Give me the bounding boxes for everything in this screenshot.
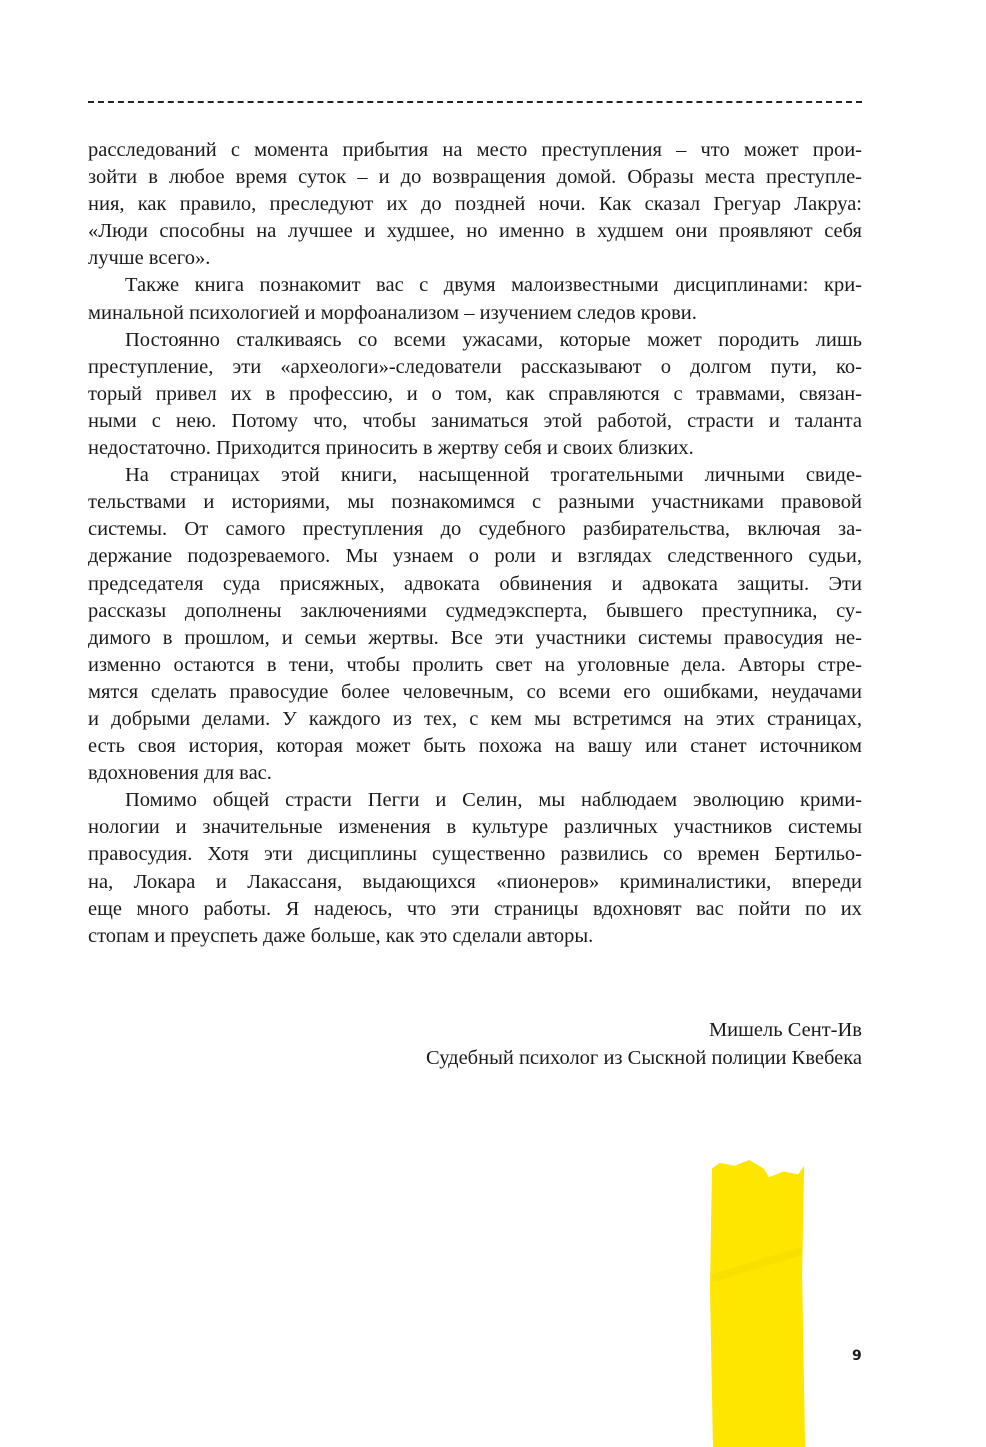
text-line: тельствами и историями, мы познакомимся с разными участниками правовой: [88, 491, 862, 514]
text-line: минальной психологией и морфоанализом – изучением следов крови.: [88, 301, 697, 324]
text-line: есть своя история, которая может быть похожа на вашу или станет источником: [88, 735, 862, 758]
text-line: зойти в любое время суток – и до возвращения домой. Образы места преступле-: [88, 166, 862, 189]
text-line: изменно остаются в тени, чтобы пролить свет на уголовные дела. Авторы стре-: [88, 653, 862, 676]
text-line: вдохновения для вас.: [88, 762, 272, 785]
text-line: мятся сделать правосудие более человечным, со всеми его ошибками, неудачами: [88, 680, 862, 703]
text-line: правосудия. Хотя эти дисциплины существенно развились со времен Бертильо-: [88, 843, 862, 866]
paragraph: [88, 787, 862, 950]
body-text: [88, 137, 862, 950]
signature-block: [426, 1016, 862, 1072]
dashed-divider: [88, 101, 862, 103]
yellow-tape-decoration: [710, 1160, 808, 1447]
text-line: нологии и значительные изменения в культуре различных участников системы: [88, 816, 862, 839]
paragraph: [88, 272, 862, 326]
text-line: «Люди способны на лучшее и худшее, но именно в худшем они проявляют себя: [88, 220, 862, 243]
signature-title: Судебный психолог из Сыскной полиции Квебека: [426, 1047, 862, 1069]
text-line: торый привел их в профессию, и о том, как справляются с травмами, связан-: [88, 382, 862, 405]
text-line: преступление, эти «археологи»-следователи рассказывают о долгом пути, ко-: [88, 355, 862, 378]
text-line: димого в прошлом, и семьи жертвы. Все эти участники системы правосудия не-: [88, 626, 862, 649]
paragraph: [88, 137, 862, 272]
text-line: лучше всего».: [88, 247, 211, 270]
page-number: 9: [852, 1348, 862, 1364]
text-line: Также книга познакомит вас с двумя малоизвестными дисциплинами: кри-: [125, 274, 862, 297]
text-line: председателя суда присяжных, адвоката обвинения и адвоката защиты. Эти: [88, 572, 862, 595]
text-line: расследований с момента прибытия на место преступления – что может прои-: [88, 139, 862, 161]
text-line: на, Локара и Лакассаня, выдающихся «пионеров» криминалистики, впереди: [88, 870, 862, 893]
paragraph: [88, 462, 862, 787]
text-line: Помимо общей страсти Пегги и Селин, мы наблюдаем эволюцию крими-: [125, 789, 862, 812]
text-line: На страницах этой книги, насыщенной трогательными личными свиде-: [125, 464, 862, 487]
text-line: недостаточно. Приходится приносить в жертву себя и своих близких.: [88, 437, 694, 460]
paragraph: [88, 327, 862, 462]
text-line: и добрыми делами. У каждого из тех, с кем мы встретимся на этих страницах,: [88, 707, 862, 730]
text-line: ными с нею. Потому что, чтобы заниматься этой работой, страсти и таланта: [88, 409, 862, 432]
text-line: рассказы дополнены заключениями судмедэксперта, бывшего преступника, су-: [88, 599, 862, 622]
text-line: еще много работы. Я надеюсь, что эти страницы вдохновят вас пойти по их: [88, 897, 862, 920]
text-line: ния, как правило, преследуют их до поздней ночи. Как сказал Грегуар Лакруа:: [88, 193, 862, 216]
text-line: Постоянно сталкиваясь со всеми ужасами, которые может породить лишь: [125, 328, 862, 351]
signature-name: Мишель Сент-Ив: [708, 1019, 862, 1041]
text-line: держание подозреваемого. Мы узнаем о роли и взглядах следственного судьи,: [88, 545, 862, 568]
text-line: стопам и преуспеть даже больше, как это сделали авторы.: [88, 924, 594, 947]
text-line: системы. От самого преступления до судебного разбирательства, включая за-: [88, 518, 862, 541]
